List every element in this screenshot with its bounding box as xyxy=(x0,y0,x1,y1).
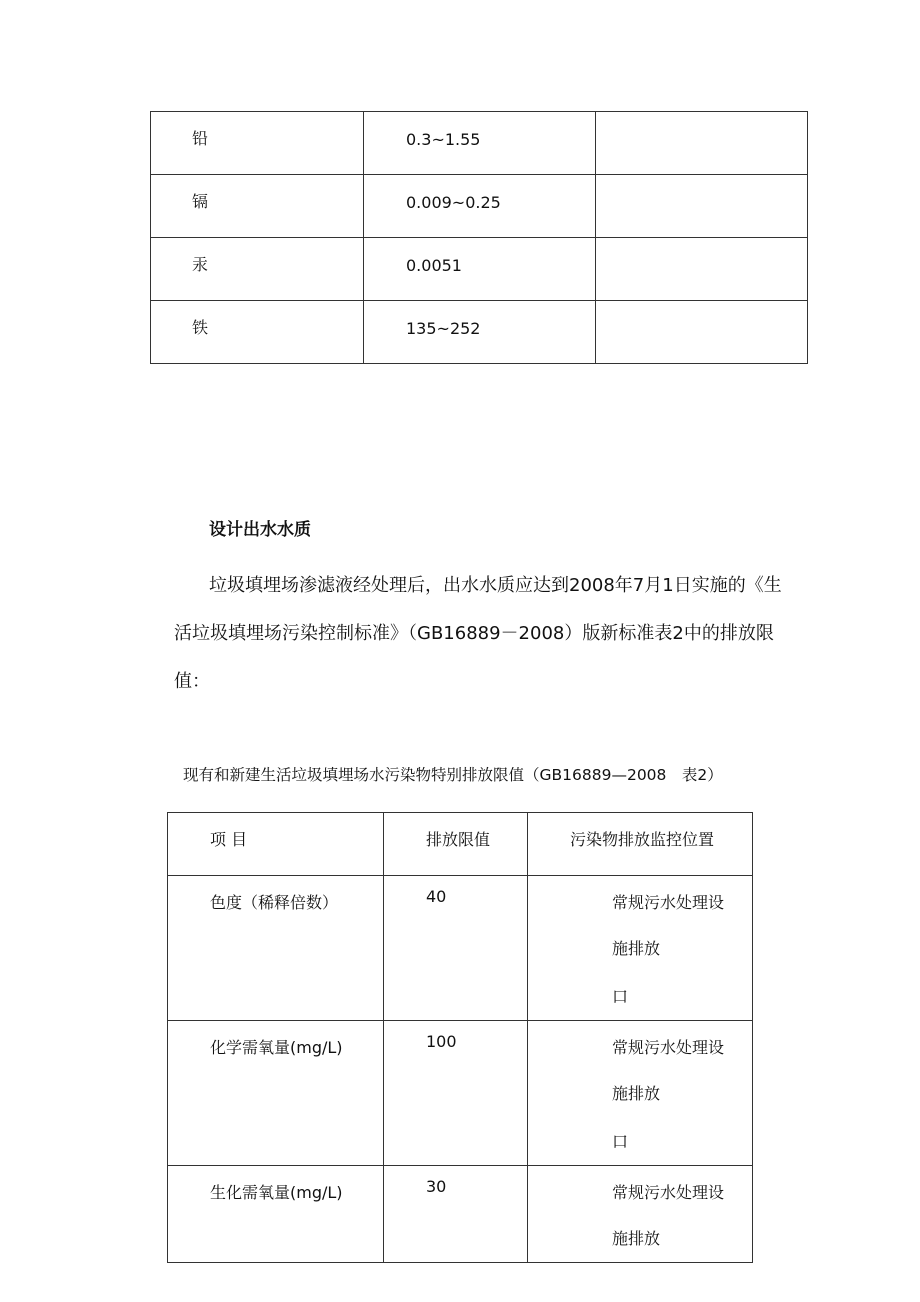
table-row xyxy=(151,301,808,364)
location-cell xyxy=(528,1009,752,1165)
metal-value: 0.009~0.25 xyxy=(406,193,501,212)
limit-cell: 100 xyxy=(426,1032,457,1051)
table-row xyxy=(168,1166,753,1263)
section-heading: 设计出水水质 xyxy=(209,520,311,540)
metal-name: 铁 xyxy=(192,318,209,337)
metal-value: 135~252 xyxy=(406,319,481,338)
item-cell: 生化需氧量(mg/L) xyxy=(210,1183,343,1202)
location-cell xyxy=(528,864,752,1020)
location-line1: 常规污水处理设施排放 xyxy=(612,1038,725,1103)
item-cell: 化学需氧量(mg/L) xyxy=(210,1038,343,1057)
table-row xyxy=(168,1021,753,1166)
table-caption: 现有和新建生活垃圾填埋场水污染物特别排放限值（GB16889—2008 表2） xyxy=(183,766,723,784)
table-row xyxy=(151,175,808,238)
metals-table xyxy=(150,111,808,364)
metal-name: 汞 xyxy=(192,255,209,274)
location-line2: 口 xyxy=(612,1132,629,1151)
table-row xyxy=(151,238,808,301)
table-row xyxy=(168,876,753,1021)
location-line1: 常规污水处理设施排放 xyxy=(612,1183,725,1248)
location-line1: 常规污水处理设施排放 xyxy=(612,893,725,958)
header-location: 污染物排放监控位置 xyxy=(570,830,715,849)
section-paragraph: 垃圾填埋场渗滤液经处理后，出水水质应达到2008年7月1日实施的《生活垃圾填埋场污染控制标准》（GB16889－2008）版新标准表2中的排放限值： xyxy=(174,575,782,692)
limits-table xyxy=(167,812,753,1263)
header-limit: 排放限值 xyxy=(426,830,491,849)
location-line2: 口 xyxy=(612,987,629,1006)
limit-cell: 40 xyxy=(426,887,447,906)
limit-cell: 30 xyxy=(426,1177,447,1196)
metal-name: 镉 xyxy=(192,192,209,211)
table-row xyxy=(151,112,808,175)
item-cell: 色度（稀释倍数） xyxy=(210,893,339,912)
metal-value: 0.3~1.55 xyxy=(406,130,481,149)
location-cell xyxy=(528,1154,752,1262)
metal-name: 铅 xyxy=(192,129,209,148)
metal-value: 0.0051 xyxy=(406,256,462,275)
header-item: 项 目 xyxy=(210,830,248,849)
